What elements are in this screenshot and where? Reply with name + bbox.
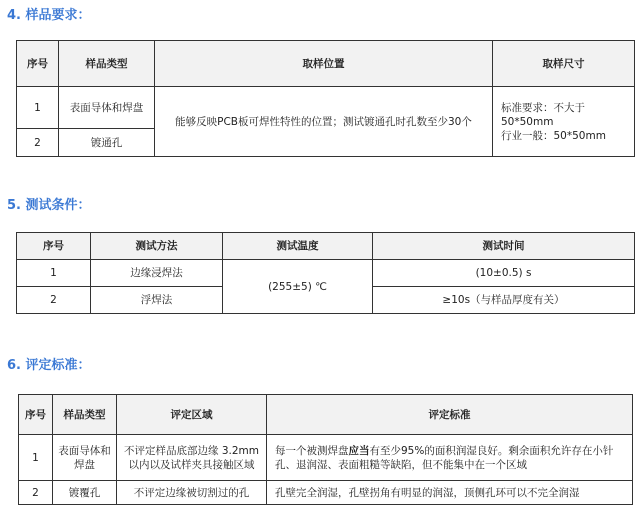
row-sample-type: 表面导体和焊盘	[53, 435, 117, 481]
row-sample-type: 镀通孔	[59, 129, 155, 157]
header-sampling-size: 取样尺寸	[493, 41, 635, 87]
standard-text-emphasis: 应当	[348, 444, 370, 457]
row-evaluation-standard	[267, 435, 633, 481]
row-sampling-position	[155, 87, 493, 157]
test-conditions-table	[16, 232, 635, 314]
standard-text-pre: 每一个被测焊盘	[275, 444, 349, 457]
row-sampling-size	[493, 87, 635, 157]
row-no: 1	[19, 435, 53, 481]
header-sample-type: 样品类型	[59, 41, 155, 87]
size-industry: 行业一般：50*50mm	[501, 129, 606, 142]
table-header-row	[19, 395, 633, 435]
row-test-time: (10±0.5) s	[373, 260, 635, 287]
table-header-row	[17, 233, 635, 260]
row-evaluation-area: 不评定样品底部边缘 3.2mm以内以及试样夹具接触区域	[117, 435, 267, 481]
header-sampling-position: 取样位置	[155, 41, 493, 87]
table-row	[17, 260, 635, 287]
sampling-position-text: 能够反映PCB板可焊性特性的位置；测试镀通孔时孔数至少30个	[175, 115, 472, 128]
header-test-temperature: 测试温度	[223, 233, 373, 260]
row-test-temperature: (255±5) ℃	[223, 260, 373, 314]
header-no: 序号	[19, 395, 53, 435]
row-sample-type: 镀覆孔	[53, 481, 117, 505]
row-sample-type: 表面导体和焊盘	[59, 87, 155, 129]
header-sample-type: 样品类型	[53, 395, 117, 435]
table-row	[19, 435, 633, 481]
header-test-method: 测试方法	[91, 233, 223, 260]
row-evaluation-area: 不评定边缘被切割过的孔	[117, 481, 267, 505]
row-test-time: ≥10s（与样品厚度有关）	[373, 287, 635, 314]
row-no: 1	[17, 87, 59, 129]
standard-text-post: 有至少95%的面积润湿良好。剩余面积允许存在小针孔、退润湿、表面粗糙等缺陷，但不能集中在一个区域	[275, 444, 614, 471]
header-evaluation-standard: 评定标准	[267, 395, 633, 435]
table-row	[17, 87, 635, 129]
row-evaluation-standard: 孔壁完全润湿，孔壁拐角有明显的润湿，顶侧孔环可以不完全润湿	[267, 481, 633, 505]
header-evaluation-area: 评定区域	[117, 395, 267, 435]
row-no: 1	[17, 260, 91, 287]
section5-title: 5. 测试条件：	[7, 198, 91, 213]
sample-requirements-table	[16, 40, 635, 157]
evaluation-criteria-table	[18, 394, 633, 505]
header-test-time: 测试时间	[373, 233, 635, 260]
header-no: 序号	[17, 41, 59, 87]
row-test-method: 边缘浸焊法	[91, 260, 223, 287]
size-standard: 标准要求：不大于50*50mm	[501, 101, 585, 128]
section6-title: 6. 评定标准：	[7, 358, 91, 373]
row-no: 2	[17, 287, 91, 314]
row-no: 2	[19, 481, 53, 505]
header-no: 序号	[17, 233, 91, 260]
section4-title: 4. 样品要求：	[7, 8, 91, 23]
row-test-method: 浮焊法	[91, 287, 223, 314]
table-header-row	[17, 41, 635, 87]
row-no: 2	[17, 129, 59, 157]
table-row	[19, 481, 633, 505]
